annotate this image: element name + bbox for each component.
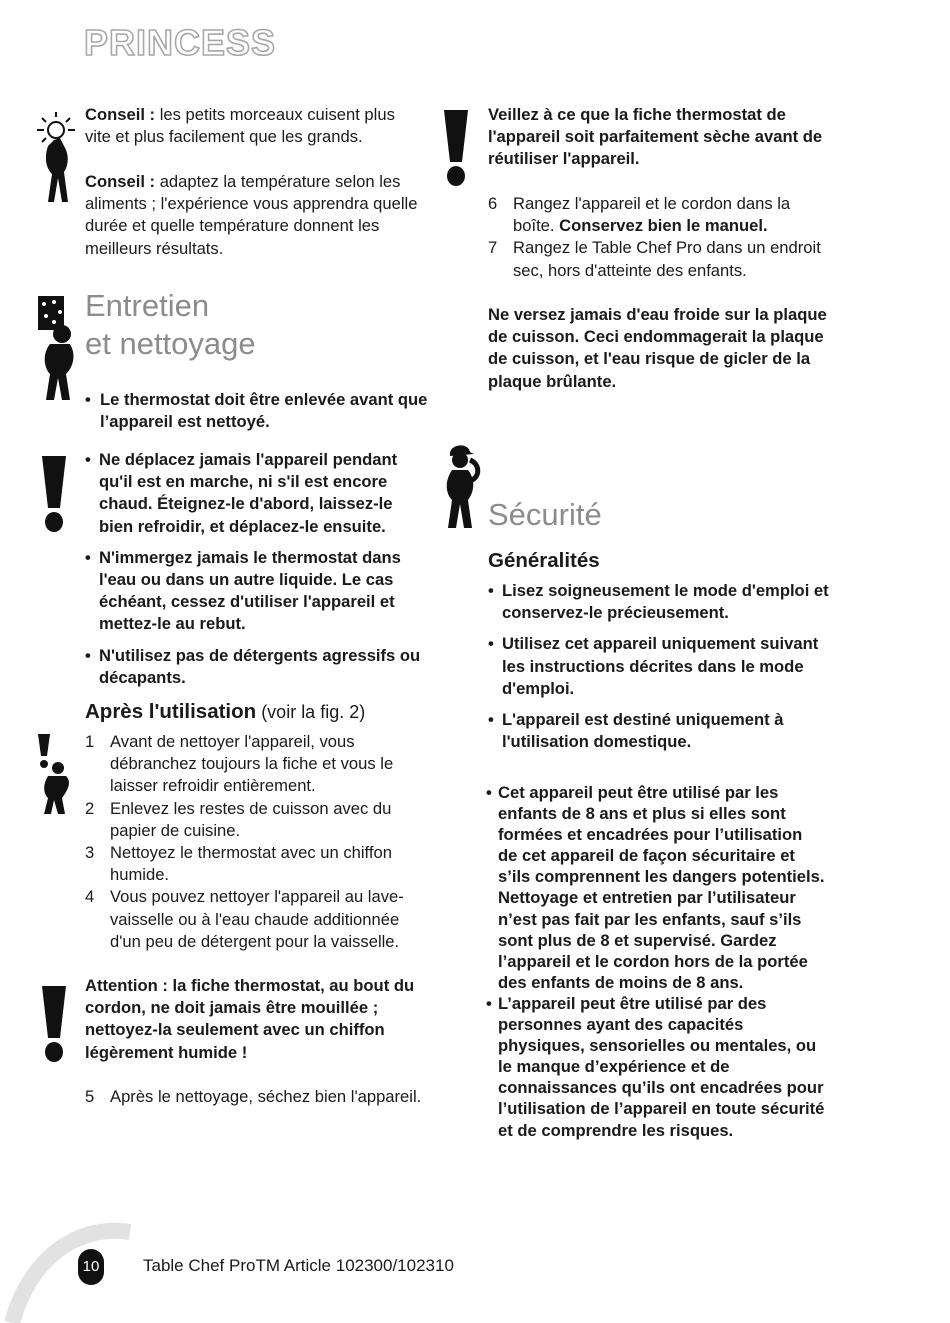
thermostat-note (85, 389, 430, 433)
section-heading-safety (488, 496, 828, 534)
heading-line: et nettoyage (85, 326, 256, 361)
helmet-figure-icon (440, 440, 486, 530)
safety-bullets-dense (486, 782, 826, 1141)
step-number: 1 (85, 732, 95, 751)
sponge-figure-icon (32, 292, 82, 402)
subheading-text: Après l'utilisation (85, 700, 257, 723)
list-item: • L’appareil peut être utilisé par des personnes ayant des capacités physiques, sensorielles ou mentales, ou le manque d’expérience et de connaissances qu’ils ont encadrées pour l’utilisation de l’appareil en toute sécurité et de comprendre les risques. (486, 993, 826, 1141)
footer-text: Table Chef ProTM Article 102300/102310 (143, 1256, 454, 1275)
list-item (85, 798, 425, 842)
tip-text: adaptez la température selon les aliments ; l'expérience vous apprendra quelle durée et quelle température donnent les meilleurs résultats. (85, 172, 418, 258)
list-item (85, 842, 425, 886)
list-item: • N'immergez jamais le thermostat dans l'eau ou dans un autre liquide. Le cas échéant, cessez d'utiliser l'appareil et mettez-le au rebut. (85, 547, 425, 636)
subheading-general (488, 549, 828, 573)
safety-bullets (488, 580, 833, 753)
step-text: Avant de nettoyer l'appareil, vous débranchez toujours la fiche et vous le laisser refroidir entièrement. (110, 732, 394, 796)
list-item: • Cet appareil peut être utilisé par les enfants de 8 ans et plus si elles sont formées et encadrées pour l’utilisation de cet appareil de façon sécuritaire et s’ils comprennent les dangers potentiels. Nettoyage et entretien par l’utilisateur n’est pas fait par les enfants, sauf s’ils sont plus de 8 et supervisé. Gardez l’appareil et le cordon hors de la portée des enfants de moins de 8 ans. (486, 782, 826, 993)
page-number: 10 (78, 1249, 104, 1285)
tip-label: Conseil : (85, 105, 156, 124)
brand-logo: PRINCESS (84, 22, 277, 63)
list-item (85, 1086, 425, 1108)
step-text: Nettoyez le thermostat avec un chiffon humide. (110, 843, 392, 885)
figure-ref: (voir la fig. 2) (256, 702, 366, 722)
warning-bullets (85, 449, 425, 689)
step-text: Rangez le Table Chef Pro dans un endroit sec, hors d'atteinte des enfants. (513, 238, 821, 280)
step-number: 3 (85, 843, 95, 863)
exclamation-icon (438, 106, 474, 190)
list-item: • Le thermostat doit être enlevée avant que l’appareil est nettoyé. (85, 389, 430, 433)
lightbulb-figure-icon (34, 108, 76, 204)
storage-steps (488, 193, 833, 282)
step-5 (85, 1086, 425, 1108)
step-text: Vous pouvez nettoyer l'appareil au lave-vaisselle ou à l'eau chaude additionnée d'un peu de détergent pour la vaisselle. (110, 887, 404, 951)
list-item: • Lisez soigneusement le mode d'emploi et conservez-le précieusement. (488, 580, 833, 624)
step-bold-text: Conservez bien le manuel. (559, 216, 768, 236)
step-text: Rangez l'appareil et le cordon dans la boîte. (513, 194, 791, 236)
cleaning-steps (85, 731, 425, 953)
tip-1 (85, 104, 423, 148)
footer-swoosh (0, 1196, 140, 1323)
heading-line: Sécurité (488, 497, 602, 532)
heading-line: Entretien (85, 288, 210, 323)
exclamation-icon (36, 452, 72, 536)
exclamation-figure-icon (34, 732, 74, 816)
step-text: Enlevez les restes de cuisson avec du papier de cuisine. (110, 798, 392, 840)
step-number: 4 (85, 887, 95, 907)
subheading-text: Généralités (488, 549, 600, 572)
warning-text: Veillez à ce que la fiche thermostat de l'appareil soit parfaitement sèche avant de réutiliser l'appareil. (488, 105, 823, 169)
list-item (488, 237, 833, 281)
list-item: • Ne déplacez jamais l'appareil pendant qu'il est en marche, ni s'il est encore chaud. Éteignez-le d'abord, laissez-le bien refroidir, et déplacez-le ensuite. (85, 449, 425, 538)
tip-label: Conseil : (85, 172, 156, 191)
tip-2 (85, 171, 423, 260)
step-number: 7 (488, 238, 498, 258)
cold-water-warning (488, 304, 833, 393)
list-item: • N'utilisez pas de détergents agressifs ou décapants. (85, 645, 425, 689)
section-heading-maintenance (85, 287, 425, 363)
exclamation-icon (36, 982, 72, 1066)
step-text: Après le nettoyage, séchez bien l'appareil. (110, 1087, 422, 1106)
attention-note (85, 975, 425, 1064)
warning-text: Ne versez jamais d'eau froide sur la plaque de cuisson. Ceci endommagerait la plaque de cuisson, et l'eau risque de gicler de la plaque brûlante. (488, 305, 827, 391)
step-number: 2 (85, 798, 95, 818)
dry-warning (488, 104, 833, 171)
list-item: • L'appareil est destiné uniquement à l'utilisation domestique. (488, 709, 833, 753)
attention-text: Attention : la fiche thermostat, au bout du cordon, ne doit jamais être mouillée ; nettoyez-la seulement avec un chiffon légèrement humide ! (85, 976, 415, 1062)
list-item (85, 886, 425, 953)
step-number: 6 (488, 194, 498, 213)
list-item: • Utilisez cet appareil uniquement suivant les instructions décrites dans le mode d'emploi. (488, 633, 833, 700)
tip-text: les petits morceaux cuisent plus vite et plus facilement que les grands. (85, 105, 395, 147)
step-number: 5 (85, 1087, 95, 1106)
list-item (488, 193, 833, 237)
list-item (85, 731, 425, 798)
subheading-after-use (85, 700, 430, 724)
